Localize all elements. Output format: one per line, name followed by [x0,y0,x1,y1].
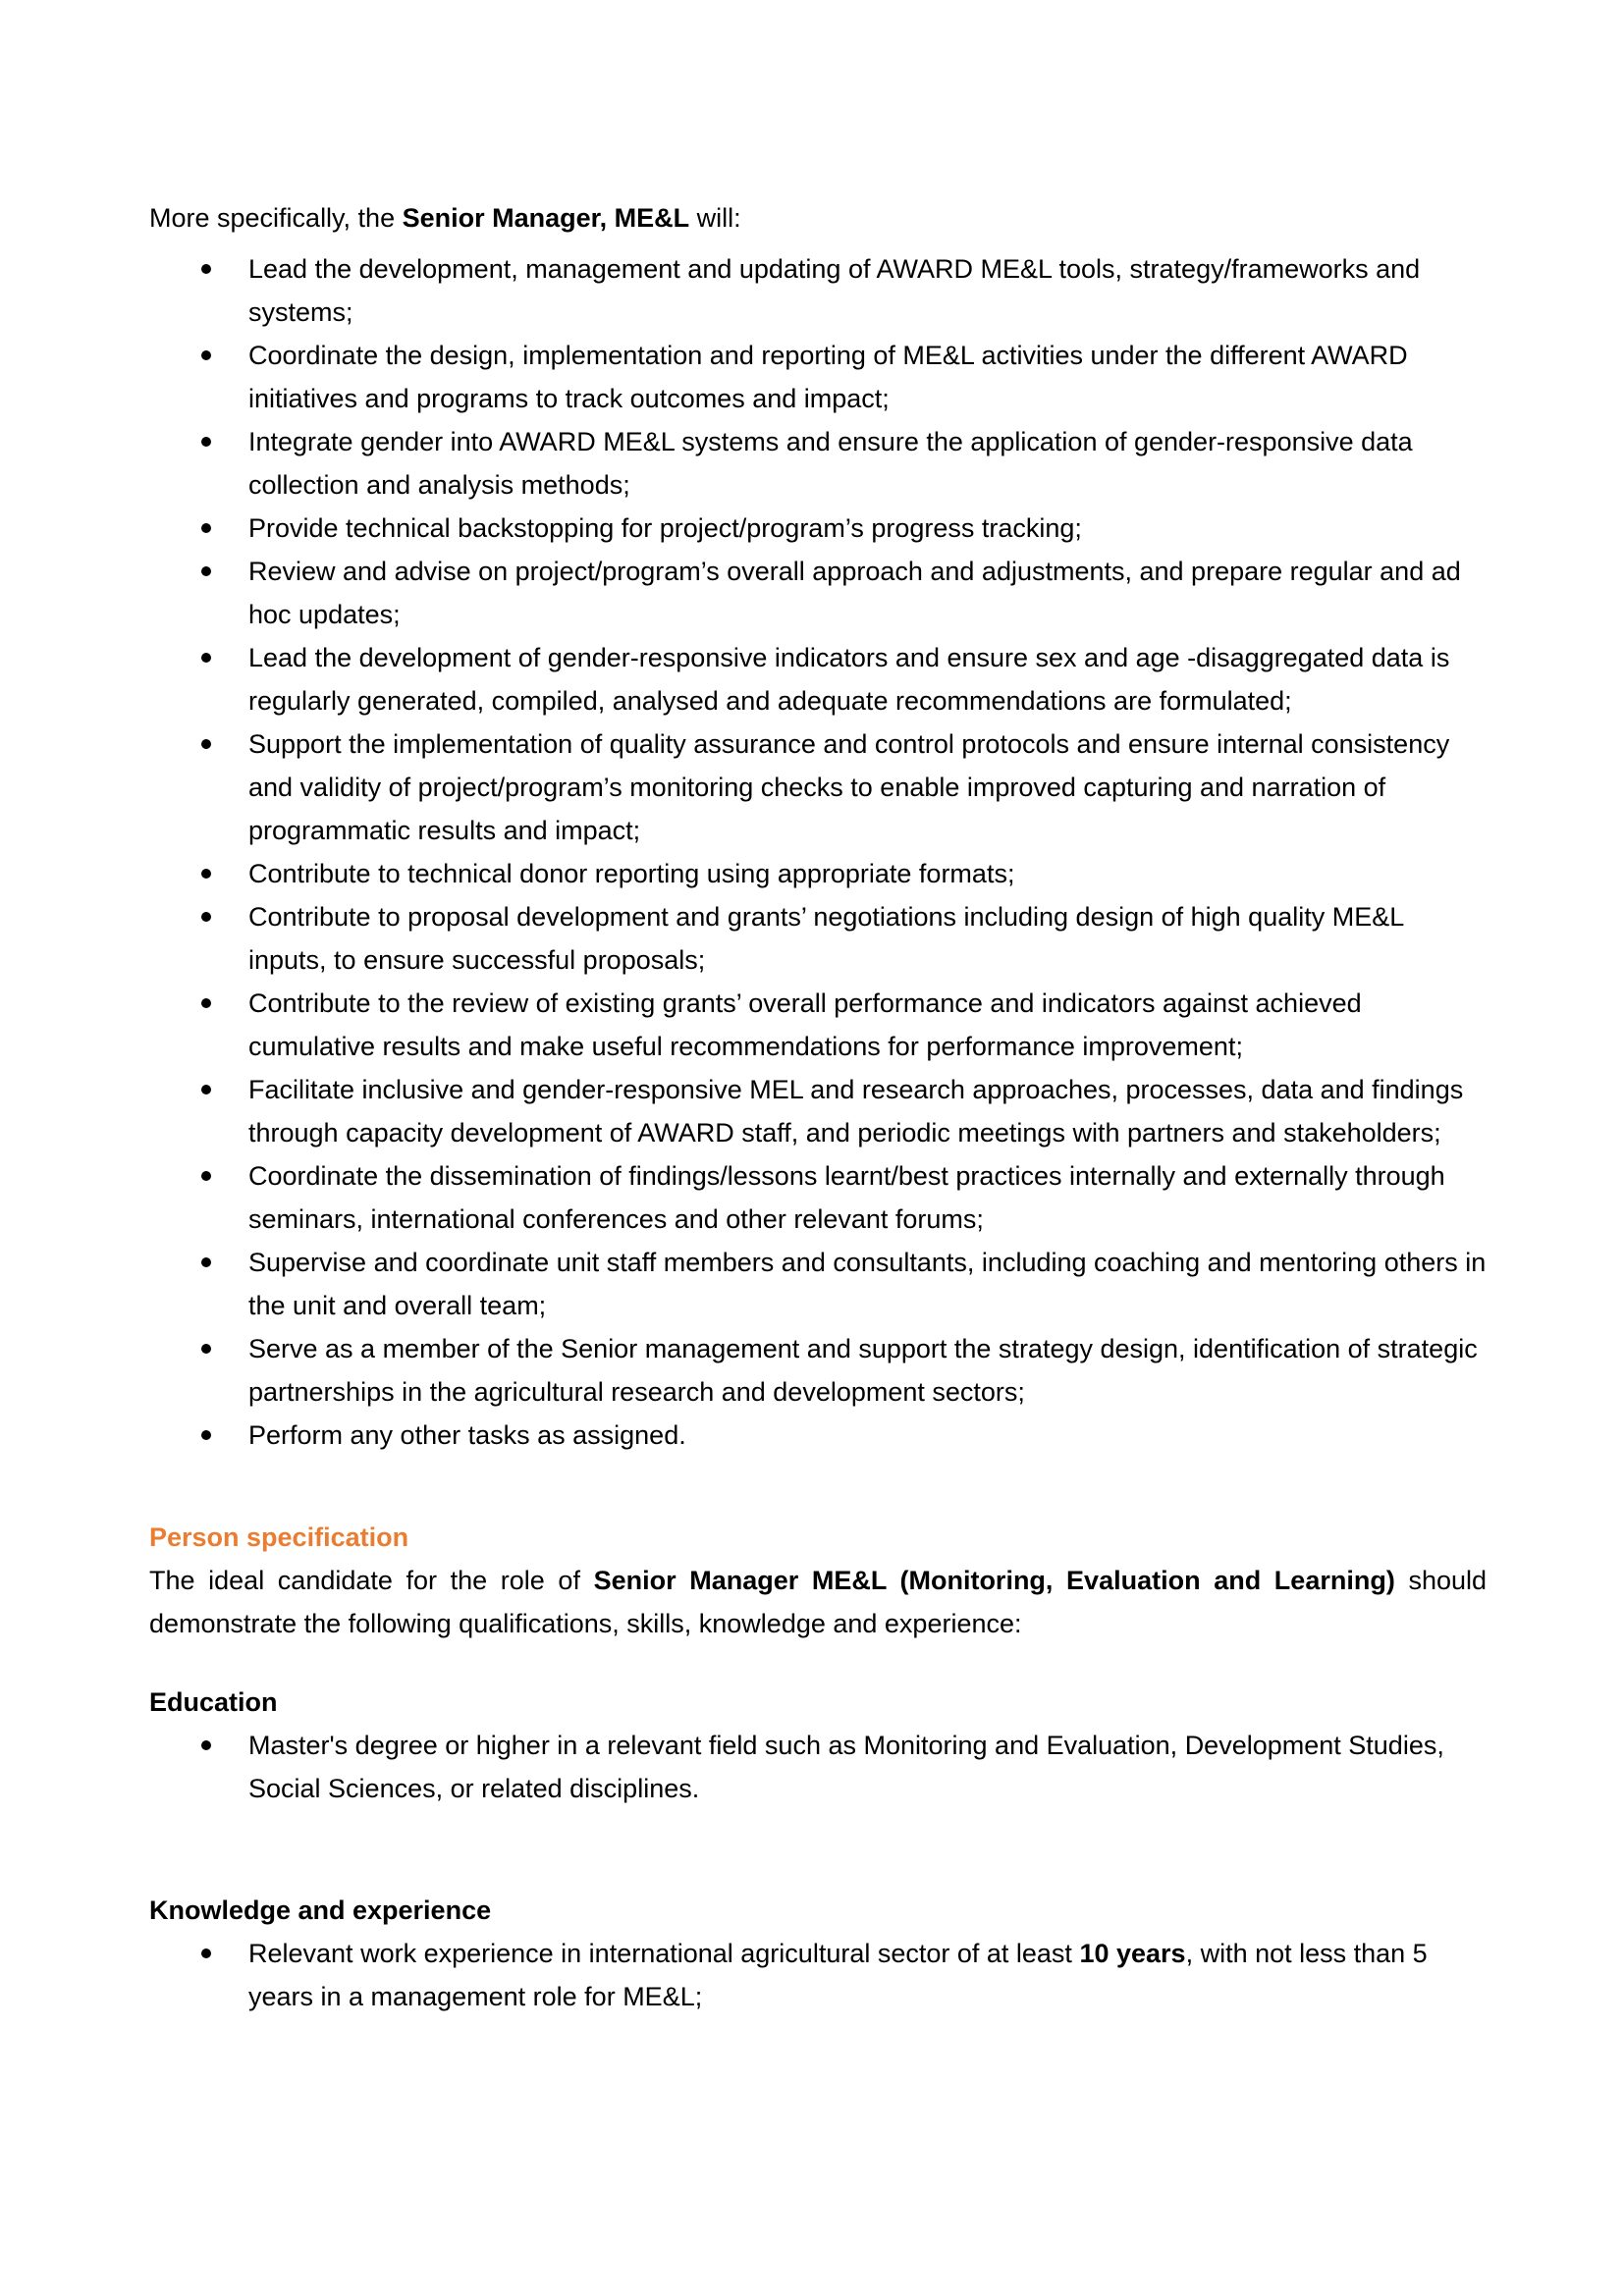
list-item: Support the implementation of quality assurance and control protocols and ensure internal consistency and validity of project/program’s monitoring checks to enable improved capturing and narration of programmatic results and impact; [149,722,1487,852]
list-item: Master's degree or higher in a relevant field such as Monitoring and Evaluation, Development Studies, Social Sciences, or related disciplines. [149,1724,1487,1810]
list-item: Coordinate the dissemination of findings/lessons learnt/best practices internally and externally through seminars, international conferences and other relevant forums; [149,1154,1487,1241]
role-title: Senior Manager, ME&L [402,203,690,233]
knowledge-heading: Knowledge and experience [149,1896,492,1925]
education-heading: Education [149,1687,278,1717]
list-item: Facilitate inclusive and gender-responsive MEL and research approaches, processes, data and findings through capacity development of AWARD staff, and periodic meetings with partners and stakeholders; [149,1068,1487,1154]
list-item: Perform any other tasks as assigned. [149,1414,1487,1457]
list-item: Contribute to technical donor reporting using appropriate formats; [149,852,1487,895]
list-item: Integrate gender into AWARD ME&L systems and ensure the application of gender-responsive data collection and analysis methods; [149,420,1487,507]
document-page [149,196,1487,2018]
list-item: Serve as a member of the Senior management and support the strategy design, identification of strategic partnerships in the agricultural research and development sectors; [149,1327,1487,1414]
list-item: Supervise and coordinate unit staff members and consultants, including coaching and mentoring others in the unit and overall team; [149,1241,1487,1327]
list-item: Coordinate the design, implementation and reporting of ME&L activities under the different AWARD initiatives and programs to track outcomes and impact; [149,334,1487,420]
list-item: Lead the development, management and updating of AWARD ME&L tools, strategy/frameworks and systems; [149,247,1487,334]
list-item: Review and advise on project/program’s overall approach and adjustments, and prepare regular and ad hoc updates; [149,550,1487,636]
knowledge-list [149,1932,1487,2018]
intro-paragraph: More specifically, the Senior Manager, ME&L will: [149,203,741,233]
responsibilities-list [149,247,1487,1457]
list-item: Contribute to proposal development and grants’ negotiations including design of high quality ME&L inputs, to ensure successful proposals; [149,895,1487,982]
list-item: Contribute to the review of existing grants’ overall performance and indicators against achieved cumulative results and make useful recommendations for performance improvement; [149,982,1487,1068]
education-list [149,1724,1487,1810]
person-specification-heading: Person specification [149,1522,409,1552]
list-item: Relevant work experience in international agricultural sector of at least 10 years, with not less than 5 years in a management role for ME&L; [149,1932,1487,2018]
list-item: Provide technical backstopping for project/program’s progress tracking; [149,507,1487,550]
person-specification-text: The ideal candidate for the role of Senior Manager ME&L (Monitoring, Evaluation and Learning) should demonstrate the following qualifications, skills, knowledge and experience: [149,1566,1488,1638]
list-item: Lead the development of gender-responsive indicators and ensure sex and age -disaggregated data is regularly generated, compiled, analysed and adequate recommendations are formulated; [149,636,1487,722]
